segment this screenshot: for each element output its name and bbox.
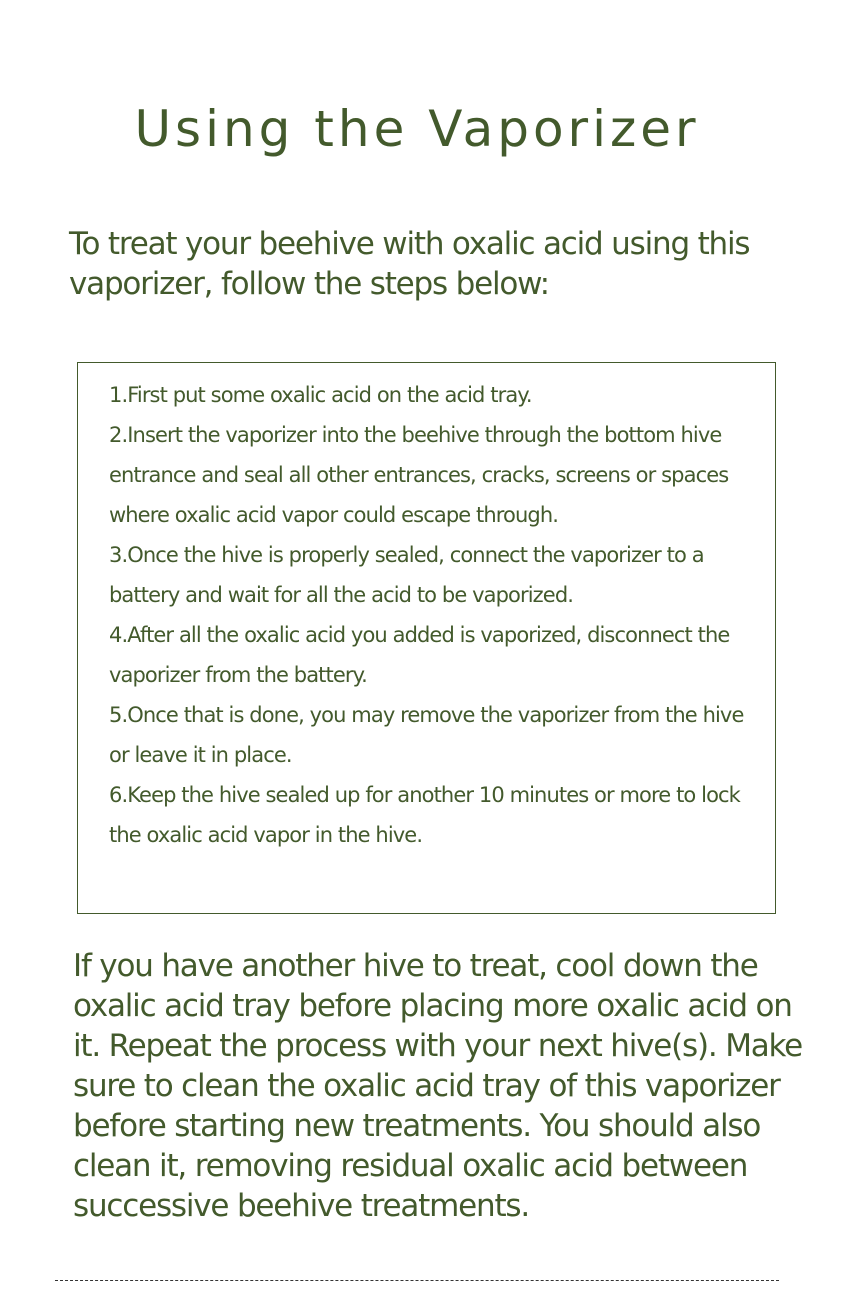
step-4: 4.After all the oxalic acid you added is vaporized, disconnect the vaporizer from the battery.	[109, 623, 730, 687]
outro-paragraph: If you have another hive to treat, cool down the oxalic acid tray before placing more oxalic acid on it. Repeat the process with your next hive(s). Make sure to clean the oxalic acid tray of this vaporizer before starting new treatments. You should also clean it, removing residual oxalic acid between successive beehive treatments.	[73, 948, 803, 1224]
dashed-divider	[55, 1280, 779, 1281]
step-5: 5.Once that is done, you may remove the vaporizer from the hive or leave it in place.	[109, 703, 744, 767]
steps-box	[77, 362, 776, 914]
intro-paragraph: To treat your beehive with oxalic acid using this vaporizer, follow the steps below:	[69, 226, 750, 302]
page-title: Using the Vaporizer	[134, 100, 700, 158]
step-3: 3.Once the hive is properly sealed, connect the vaporizer to a battery and wait for all the acid to be vaporized.	[109, 543, 704, 607]
step-6: 6.Keep the hive sealed up for another 10 minutes or more to lock the oxalic acid vapor in the hive.	[109, 783, 740, 847]
step-1: 1.First put some oxalic acid on the acid tray.	[109, 383, 532, 407]
step-2: 2.Insert the vaporizer into the beehive through the bottom hive entrance and seal all other entrances, cracks, screens or spaces where oxalic acid vapor could escape through.	[109, 423, 729, 527]
